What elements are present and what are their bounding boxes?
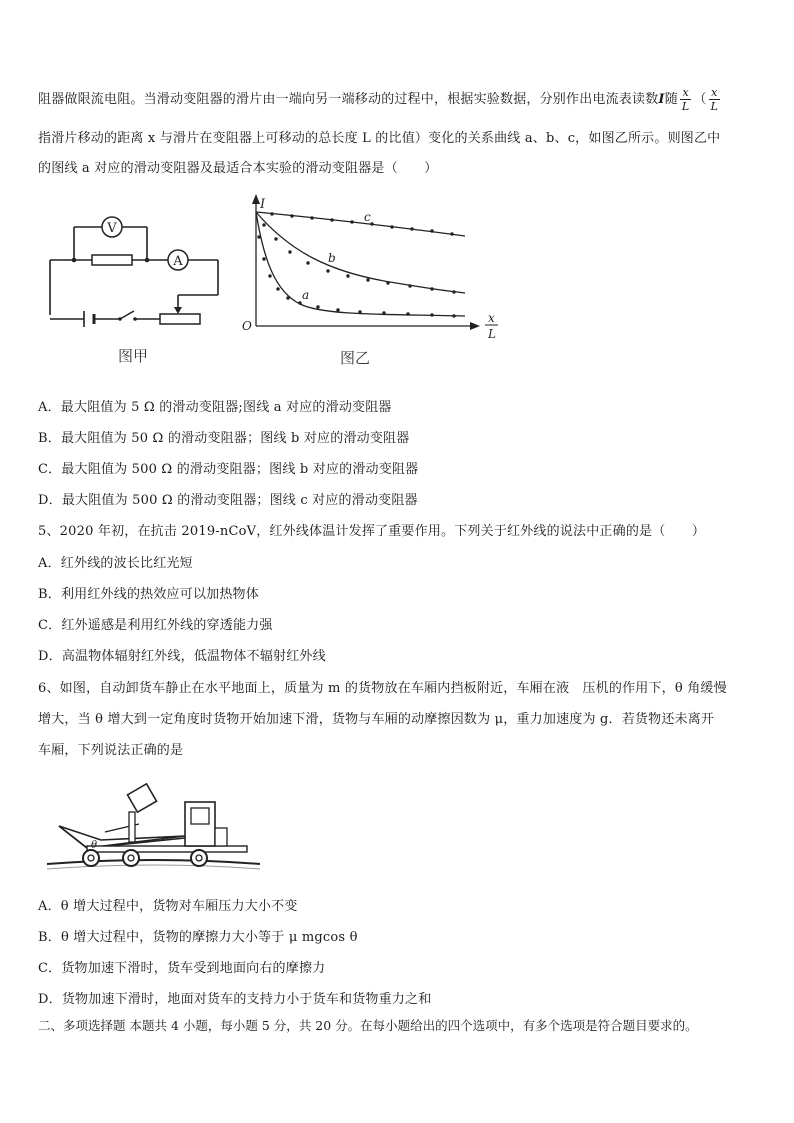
curve-c [256,212,465,236]
q4-option-d[interactable]: D．最大阻值为 500 Ω 的滑动变阻器；图线 c 对应的滑动变阻器 [38,493,418,508]
x-axis-label-num: x [488,311,495,325]
resistor [92,255,132,265]
rheostat-slider-arrow [174,307,182,314]
q4-option-c[interactable]: C．最大阻值为 500 Ω 的滑动变阻器；图线 b 对应的滑动变阻器 [38,462,419,477]
curve-b-points [262,223,455,293]
hydraulic-piston [129,812,135,842]
q6-option-a[interactable]: A．θ 增大过程中，货物对车厢压力大小不变 [38,899,298,914]
voltmeter-label: V [107,221,117,236]
intro-text-a: 阻器做限流电阻。当滑动变阻器的滑片由一端向另一端移动的过程中，根据实验数据，分别作出电流表读数 [38,92,659,107]
q6-option-d[interactable]: D．货物加速下滑时，地面对货车的支持力小于货车和货物重力之和 [38,992,432,1007]
switch-blade [120,311,134,319]
intro-fraction-2 [709,86,721,113]
q6-option-b[interactable]: B．θ 增大过程中，货物的摩擦力大小等于 μ mgcos θ [38,930,358,945]
fraction-numerator: x [680,86,692,100]
angle-label: θ [91,840,98,851]
curve-b [256,212,465,293]
curve-c-label: c [364,210,371,224]
q5-stem: 5、2020 年初，在抗击 2019-nCoV，红外线体温计发挥了重要作用。下列关于红外线的说法中正确的是（ ） [38,524,706,539]
origin-label: O [242,319,252,333]
fraction-denominator: L [681,100,690,113]
q5-option-c[interactable]: C．红外遥感是利用红外线的穿透能力强 [38,618,273,633]
rheostat [160,314,200,324]
curve-a-label: a [302,288,310,302]
q5-option-b[interactable]: B．利用红外线的热效应可以加热物体 [38,587,259,602]
circuit-diagram [40,205,230,330]
q5-option-a[interactable]: A．红外线的波长比红光短 [38,556,193,571]
q6-option-c[interactable]: C．货物加速下滑时，货车受到地面向右的摩擦力 [38,961,326,976]
curve-b-label: b [328,251,336,265]
current-curves-graph [240,192,510,352]
dump-truck-figure [45,772,265,877]
intro-line-2: 指滑片移动的距离 x 与滑片在变阻器上可移动的总长度 L 的比值）变化的关系曲线 a、b、c，如图乙所示。则图乙中 [38,131,721,146]
q6-stem-line-2: 增大，当 θ 增大到一定角度时货物开始加速下滑，货物与车厢的动摩擦因数为 μ，重力加速度为 g．若货物还未离开 [38,712,715,727]
fraction-denominator: L [710,100,719,113]
y-axis-arrow [252,194,260,204]
figure-a-caption: 图甲 [118,347,149,365]
ammeter-label: A [173,254,183,269]
x-axis-label-den: L [488,327,496,341]
q6-stem-line-3: 车厢，下列说法正确的是 [38,743,184,758]
intro-line-3: 的图线 a 对应的滑动变阻器及最适合本实验的滑动变阻器是（ ） [38,161,438,176]
fraction-numerator: x [709,86,721,100]
curve-a-points [257,235,455,317]
intro-line-1 [38,86,722,113]
truck-chassis [87,846,247,852]
x-axis-arrow [470,322,480,330]
y-axis-label: I [260,197,266,212]
q4-option-a[interactable]: A．最大阻值为 5 Ω 的滑动变阻器;图线 a 对应的滑动变阻器 [38,400,392,415]
cargo-box [127,784,156,812]
figure-b-caption: 图乙 [340,349,371,367]
intro-fraction-1 [680,86,692,113]
cab-window [191,808,209,824]
q5-option-d[interactable]: D．高温物体辐射红外线，低温物体不辐射红外线 [38,649,326,664]
intro-text-c: 随 [664,92,678,107]
switch-contact [133,317,137,321]
q6-stem-line-1: 6、如图，自动卸货车静止在水平地面上，质量为 m 的货物放在车厢内挡板附近，车厢在液 压机的作用下，θ 角缓慢 [38,681,727,696]
q4-option-b[interactable]: B．最大阻值为 50 Ω 的滑动变阻器；图线 b 对应的滑动变阻器 [38,431,410,446]
intro-current-symbol: I [658,92,665,107]
intro-text-d: （ [693,92,707,107]
junction-dot [145,258,150,263]
junction-dot [72,258,77,263]
section-2-heading: 二、多项选择题 本题共 4 小题，每小题 5 分，共 20 分。在每小题给出的四个选项中，有多个选项是符合题目要求的。 [38,1018,698,1033]
ground [47,860,260,864]
curve-a [256,212,465,316]
